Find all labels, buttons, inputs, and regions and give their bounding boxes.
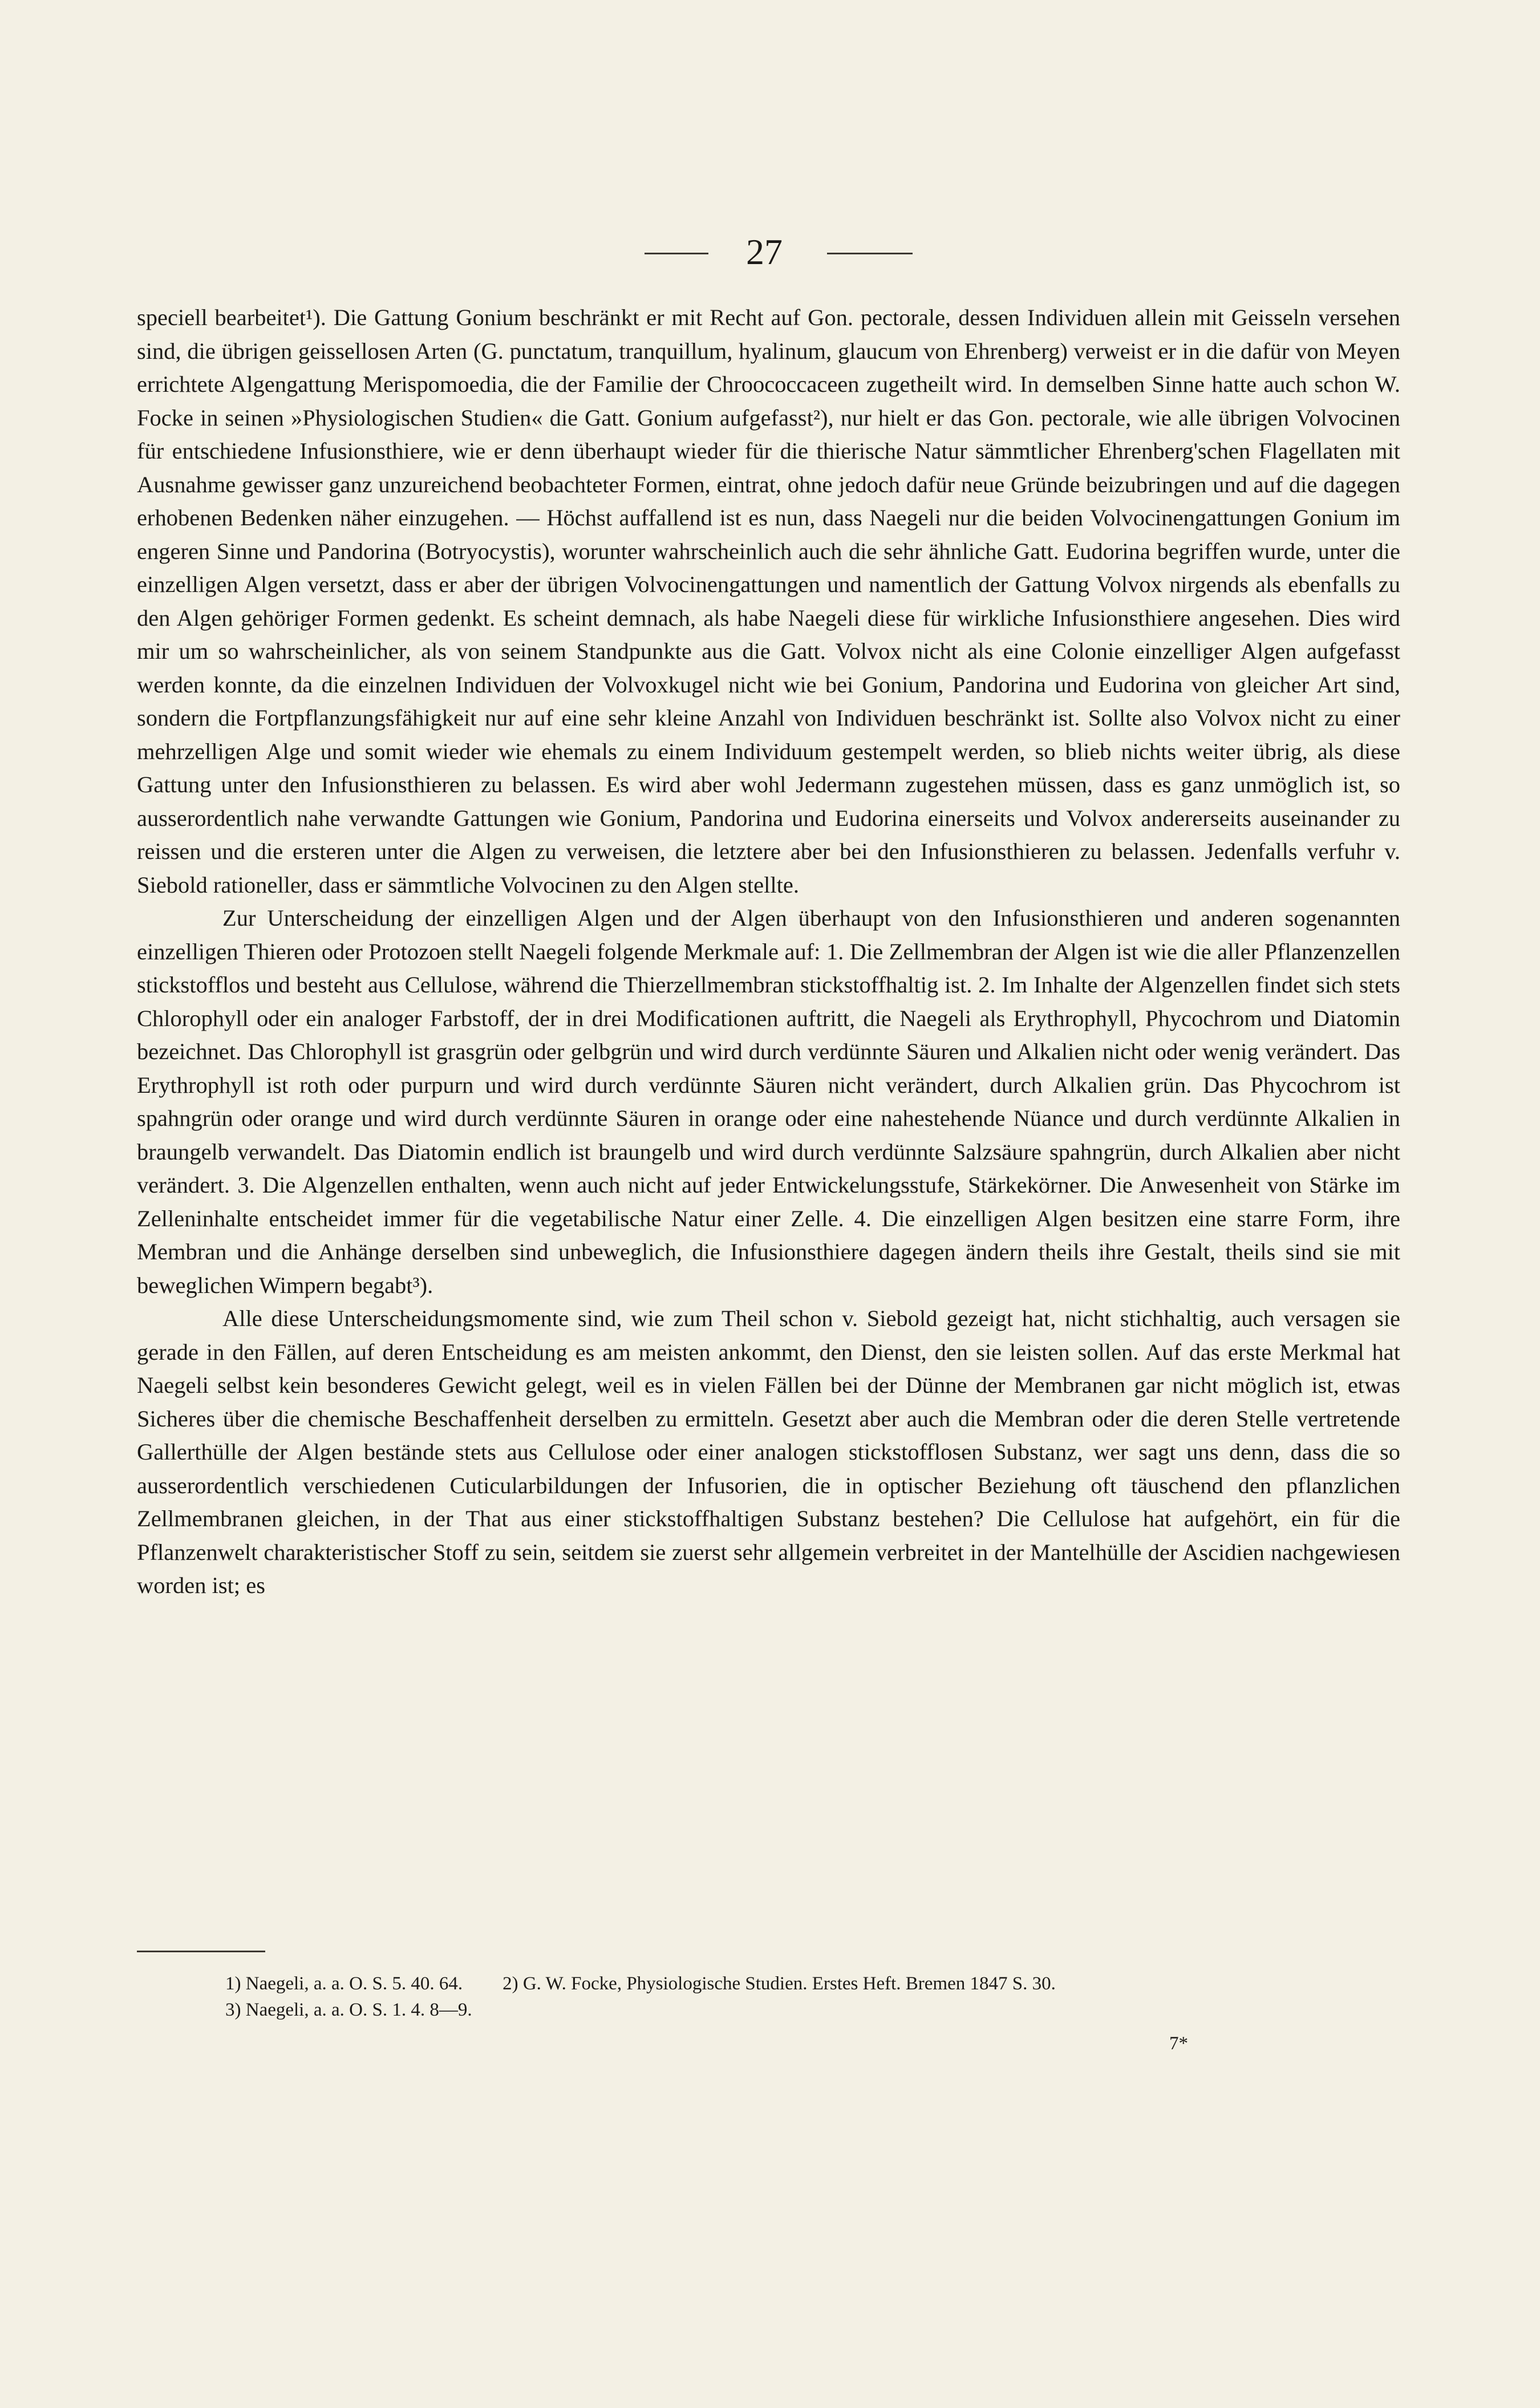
footnote-line-2 bbox=[225, 1997, 1400, 2023]
footnote-3: 3) Naegeli, a. a. O. S. 1. 4. 8—9. bbox=[225, 2000, 472, 2020]
paragraph-1: speciell bearbeitet¹). Die Gattung Gonium beschränkt er mit Recht auf Gon. pectorale, dessen Individuen allein mit Geisseln versehen sind, die übrigen geissellosen Arten (G. punctatum, tranquillum, hyalinum, glaucum von Ehrenberg) verweist er in die dafür von Meyen errichtete Algengattung Merispomoedia, die der Familie der Chroococcaceen zugetheilt wird. In demselben Sinne hatte auch schon W. Focke in seinen »Physiologischen Studien« die Gatt. Gonium aufgefasst²), nur hielt er das Gon. pectorale, wie alle übrigen Volvocinen für entschiedene Infusionsthiere, wie er denn überhaupt wieder für die thierische Natur sämmtlicher Ehrenberg'schen Flagellaten mit Ausnahme gewisser ganz unzureichend beobachteter Formen, eintrat, ohne jedoch dafür neue Gründe beizubringen und auf die dagegen erhobenen Bedenken näher einzugehen. — Höchst auffallend ist es nun, dass Naegeli nur die beiden Volvocinengattungen Gonium im engeren Sinne und Pandorina (Botryocystis), worunter wahrscheinlich auch die sehr ähnliche Gatt. Eudorina begriffen wurde, unter die einzelligen Algen versetzt, dass er aber der übrigen Volvocinengattungen und namentlich der Gattung Volvox nirgends als ebenfalls zu den Algen gehöriger Formen gedenkt. Es scheint demnach, als habe Naegeli diese für wirkliche Infusionsthiere angesehen. Dies wird mir um so wahrscheinlicher, als von seinem Standpunkte aus die Gatt. Volvox nicht als eine Colonie einzelliger Algen aufgefasst werden konnte, da die einzelnen Individuen der Volvoxkugel nicht wie bei Gonium, Pandorina und Eudorina von gleicher Art sind, sondern die Fortpflanzungsfähigkeit nur auf eine sehr kleine Anzahl von Individuen beschränkt ist. Sollte also Volvox nicht zu einer mehrzelligen Alge und somit wieder wie ehemals zu einem Individuum gestempelt werden, so blieb nichts weiter übrig, als diese Gattung unter den Infusionsthieren zu belassen. Es wird aber wohl Jedermann zugestehen müssen, dass es ganz unmöglich ist, so ausserordentlich nahe verwandte Gattungen wie Gonium, Pandorina und Eudorina einerseits und Volvox andererseits auseinander zu reissen und die ersteren unter die Algen zu verweisen, die letztere aber bei den Infusionsthieren zu belassen. Jedenfalls verfuhr v. Siebold rationeller, dass er sämmtliche Volvocinen zu den Algen stellte. bbox=[137, 305, 1400, 898]
footnotes bbox=[225, 1971, 1400, 2023]
page-header bbox=[0, 232, 1540, 272]
footnote-1: 1) Naegeli, a. a. O. S. 5. 40. 64. bbox=[225, 1973, 463, 1994]
paragraph-3: Alle diese Unterscheidungsmomente sind, wie zum Theil schon v. Siebold gezeigt hat, nicht stichhaltig, auch versagen sie gerade in den Fällen, auf deren Entscheidung es am meisten ankommt, den Dienst, den sie leisten sollen. Auf das erste Merkmal hat Naegeli selbst kein besonderes Gewicht gelegt, weil es in vielen Fällen bei der Dünne der Membranen gar nicht möglich ist, etwas Sicheres über die chemische Beschaffenheit derselben zu ermitteln. Gesetzt aber auch die Membran oder die deren Stelle vertretende Gallerthülle der Algen bestände stets aus Cellulose oder einer analogen stickstofflosen Substanz, wer sagt uns denn, dass die so ausserordentlich verschiedenen Cuticularbildungen der Infusorien, die in optischer Beziehung oft täuschend den pflanzlichen Zellmembranen gleichen, in der That aus einer stickstoffhaltigen Substanz bestehen? Die Cellulose hat aufgehört, ein für die Pflanzenwelt charakteristischer Stoff zu sein, seitdem sie zuerst sehr allgemein verbreitet in der Mantelhülle der Ascidien nachgewiesen worden ist; es bbox=[137, 1306, 1400, 1598]
page-number: 27 bbox=[746, 232, 783, 272]
paragraph-2: Zur Unterscheidung der einzelligen Algen und der Algen überhaupt von den Infusionsthieren und anderen sogenannten einzelligen Thieren oder Protozoen stellt Naegeli folgende Merkmale auf: 1. Die Zellmembran der Algen ist wie die aller Pflanzenzellen stickstofflos und besteht aus Cellulose, während die Thierzellmembran stickstoffhaltig ist. 2. Im Inhalte der Algenzellen findet sich stets Chlorophyll oder ein analoger Farbstoff, der in drei Modificationen auftritt, die Naegeli als Erythrophyll, Phycochrom und Diatomin bezeichnet. Das Chlorophyll ist grasgrün oder gelbgrün und wird durch verdünnte Säuren und Alkalien nicht oder wenig verändert. Das Erythrophyll ist roth oder purpurn und wird durch verdünnte Säuren nicht verändert, durch Alkalien grün. Das Phycochrom ist spahngrün oder orange und wird durch verdünnte Säuren in orange oder eine nahestehende Nüance und durch verdünnte Alkalien in braungelb verwandelt. Das Diatomin endlich ist braungelb und wird durch verdünnte Salzsäure spahngrün, durch Alkalien aber nicht verändert. 3. Die Algenzellen enthalten, wenn auch nicht auf jeder Entwickelungsstufe, Stärkekörner. Die Anwesenheit von Stärke im Zelleninhalte entscheidet immer für die vegetabilische Natur einer Zelle. 4. Die einzelligen Algen besitzen eine starre Form, ihre Membran und die Anhänge derselben sind unbeweglich, die Infusionsthiere dagegen ändern theils ihre Gestalt, theils sind sie mit beweglichen Wimpern begabt³). bbox=[137, 905, 1400, 1298]
body-text bbox=[137, 301, 1400, 1603]
header-rule-right bbox=[827, 253, 913, 254]
footnote-2: 2) G. W. Focke, Physiologische Studien. Erstes Heft. Bremen 1847 S. 30. bbox=[502, 1973, 1056, 1994]
header-rule-left bbox=[645, 253, 708, 254]
footnote-rule bbox=[137, 1951, 265, 1952]
signature-mark: 7* bbox=[1169, 2033, 1188, 2054]
footnote-line-1 bbox=[225, 1971, 1400, 1997]
